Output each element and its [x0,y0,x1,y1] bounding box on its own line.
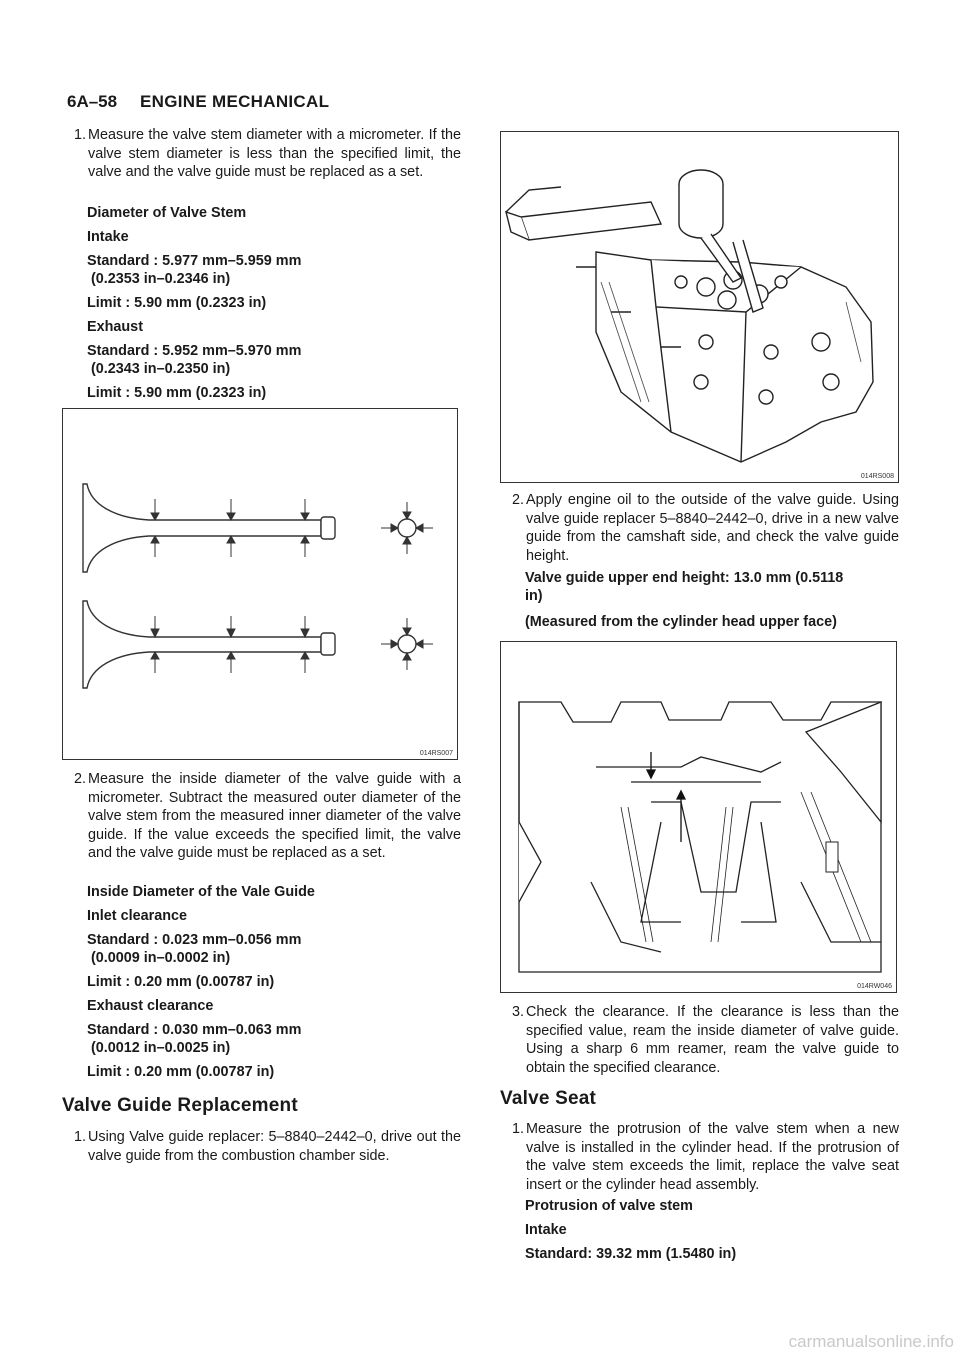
step-number: 1. [74,127,87,143]
spec-exhaust-label: Exhaust [87,319,143,335]
watermark: carmanualsonline.info [788,1332,954,1351]
step-text: Measure the valve stem diameter with a micrometer. If the valve stem diameter is less than the specified limit, the valve and the valve guide must be replaced as a set. [88,127,461,181]
step-number: 3. [512,1004,525,1020]
step-1-measure-protrusion [512,1120,899,1194]
spec-exhaust-standard: Standard : 5.952 mm–5.970 mm [87,343,302,359]
spec-intake-limit: Limit : 5.90 mm (0.2323 in) [87,295,267,311]
step-text: Using Valve guide replacer: 5–8840–2442–0, drive out the valve guide from the combustion chamber side. [88,1129,461,1164]
cylinder-head-hammer-illustration [501,132,898,482]
step-text: Measure the inside diameter of the valve guide with a micrometer. Subtract the measured outer diameter of the valve stem from the measured inner diameter of the valve guide. If the value exceeds the specified limit, the valve and the valve guide must be replaced as a set. [88,771,461,862]
spec-height-line1: Valve guide upper end height: 13.0 mm (0.5118 [525,570,844,586]
spec-inlet-standard-in: (0.0009 in–0.0002 in) [91,950,231,966]
step-text: Check the clearance. If the clearance is less than the specified value, ream the inside diameter of valve guide. Using a sharp 6 mm reamer, ream the valve guide to obtain the specified clearance. [526,1004,899,1076]
step-text: Measure the protrusion of the valve stem when a new valve is installed in the cylinder head. If the protrusion of the valve stem exceeds the limit, replace the valve seat insert or the cylinder head assembly. [526,1121,899,1193]
spec-exhaust-limit: Limit : 5.90 mm (0.2323 in) [87,385,267,401]
spec-exhaust-standard-in: (0.2343 in–0.2350 in) [91,361,231,377]
step-text: Apply engine oil to the outside of the valve guide. Using valve guide replacer 5–8840–2442–0, drive in a new valve guide from the camshaft side, and check the valve guide height. [526,492,899,564]
section-number: 6A–58 [67,92,118,111]
spec-exhaust-standard: Standard : 0.030 mm–0.063 mm [87,1022,302,1038]
spec-height-line2: in) [525,588,543,604]
spec-inlet-label: Inlet clearance [87,908,187,924]
page-title: ENGINE MECHANICAL [140,92,330,111]
spec-title: Diameter of Valve Stem [87,205,247,221]
cylinder-head-cross-section [501,642,896,992]
spec-intake-label: Intake [87,229,129,245]
figure-guide-height-section [500,641,897,993]
spec-standard: Standard: 39.32 mm (1.5480 in) [525,1246,737,1262]
spec-inlet-limit: Limit : 0.20 mm (0.00787 in) [87,974,275,990]
spec-measured-note: (Measured from the cylinder head upper face) [525,614,837,630]
section-heading-valve-seat: Valve Seat [500,1088,597,1109]
step-1-remove-guide [74,1128,461,1165]
figure-code: 014RS008 [860,473,894,480]
figure-code: 014RW046 [857,983,892,990]
step-number: 1. [512,1121,525,1137]
spec-exhaust-limit: Limit : 0.20 mm (0.00787 in) [87,1064,275,1080]
spec-intake-label: Intake [525,1222,567,1238]
spec-inlet-standard: Standard : 0.023 mm–0.056 mm [87,932,302,948]
figure-valve-stem-measurement [62,408,458,760]
spec-valve-stem-diameter [87,204,467,402]
step-number: 1. [74,1129,87,1145]
spec-exhaust-label: Exhaust clearance [87,998,214,1014]
valve-stem-diagram [63,409,457,759]
section-heading-valve-guide-replacement: Valve Guide Replacement [62,1095,298,1116]
figure-valve-guide-removal [500,131,899,483]
step-3-check-clearance [512,1003,899,1077]
spec-intake-standard-in: (0.2353 in–0.2346 in) [91,271,231,287]
step-number: 2. [512,492,525,508]
step-number: 2. [74,771,87,787]
spec-title: Protrusion of valve stem [525,1198,693,1214]
spec-valve-guide-diameter [87,883,467,1081]
spec-exhaust-standard-in: (0.0012 in–0.0025 in) [91,1040,231,1056]
spec-intake-standard: Standard : 5.977 mm–5.959 mm [87,253,302,269]
figure-code: 014RS007 [419,750,453,757]
spec-valve-stem-protrusion [525,1197,905,1263]
step-2-measure-guide [74,770,461,863]
spec-title: Inside Diameter of the Vale Guide [87,884,315,900]
spec-guide-height [525,569,905,631]
step-1-measure-stem [74,126,461,182]
step-2-install-guide [512,491,899,565]
